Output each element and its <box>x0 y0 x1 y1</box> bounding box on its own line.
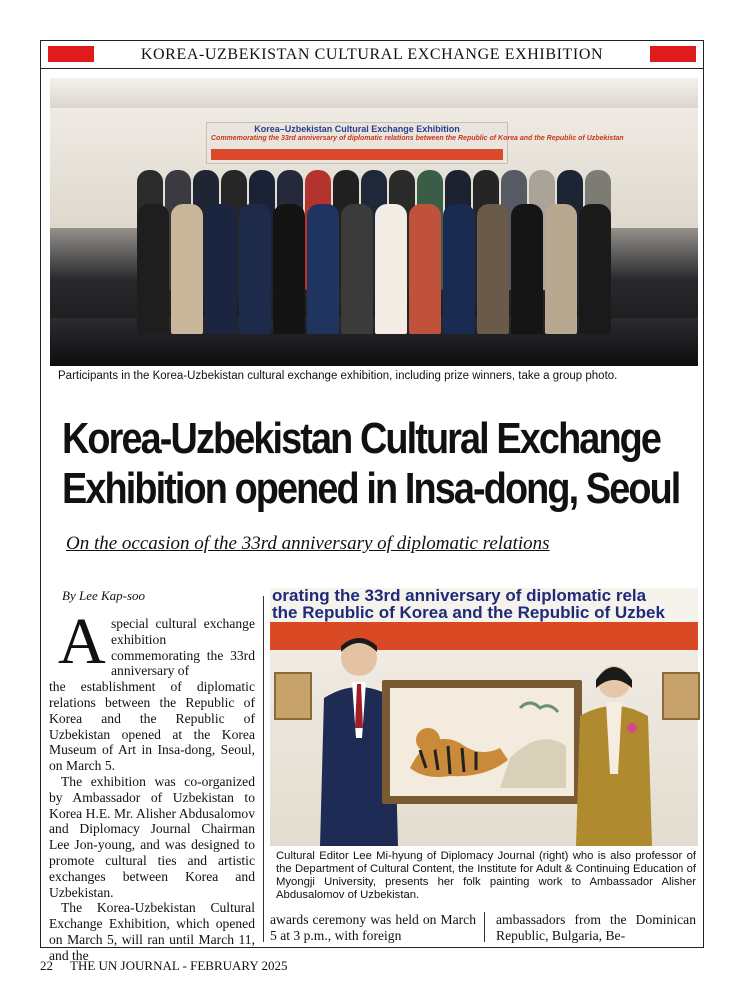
presentation-banner-line-2: the Republic of Korea and the Republic of Uzbek <box>272 603 665 622</box>
folk-painting-frame <box>382 680 582 804</box>
banner-title: Korea–Uzbekistan Cultural Exchange Exhibition <box>254 124 460 134</box>
column-divider-2 <box>484 912 485 942</box>
section-title: KOREA-UZBEKISTAN CULTURAL EXCHANGE EXHIBITION <box>140 46 604 63</box>
byline: By Lee Kap-soo <box>62 588 146 603</box>
paragraph-3: The Korea-Uzbekistan Cultural Exchange Exhibition, which opened on March 5, will ran until March 11, and the <box>49 900 255 963</box>
subheadline: On the occasion of the 33rd anniversary of diplomatic relations <box>66 533 550 554</box>
headline-line-2: Exhibition opened in Insa-dong, Seoul <box>62 464 680 513</box>
article-column-1 <box>49 616 255 964</box>
crowd-front-row <box>50 204 698 334</box>
paragraph-lead: special cultural exchange exhibition commemorating the 33rd anniversary of <box>111 616 255 679</box>
article-column-3: ambassadors from the Dominican Republic, Bulgaria, Be- <box>496 912 696 943</box>
group-photo-caption: Participants in the Korea-Uzbekistan cultural exchange exhibition, including prize winners, take a group photo. <box>58 370 618 382</box>
publication-name: THE UN JOURNAL - FEBRUARY 2025 <box>70 958 288 973</box>
header-rule <box>40 68 704 69</box>
column-divider <box>263 596 264 942</box>
paragraph-2: The exhibition was co-organized by Ambassador of Uzbekistan to Korea H.E. Mr. Alisher Abdusalomov and Diplomacy Journal Chairman Lee Jon-young, and was designed to promote cultural ties and artistic exchanges between Korea and Uzbekistan. <box>49 773 255 900</box>
header-accent-right <box>650 46 696 62</box>
header-accent-left <box>48 46 94 62</box>
wall-painting-right <box>662 672 700 720</box>
exhibition-banner <box>206 122 624 164</box>
page-number: 22 <box>40 958 53 973</box>
group-photo <box>50 78 698 366</box>
wall-painting-left <box>274 672 312 720</box>
section-header <box>48 44 696 66</box>
presentation-photo <box>270 588 698 846</box>
paragraph-1: the establishment of diplomatic relations between the Republic of Korea and the Republic of Uzbekistan opened at the Korea Museum of Art in Insa-dong, Seoul, on March 5. <box>49 679 255 774</box>
presentation-banner-line-1: orating the 33rd anniversary of diplomatic rela <box>272 586 647 605</box>
article-column-2: awards ceremony was held on March 5 at 3 p.m., with foreign <box>270 912 476 943</box>
editor-figure <box>574 654 654 846</box>
presentation-photo-caption: Cultural Editor Lee Mi-hyung of Diplomacy Journal (right) who is also professor of the Department of Cultural Content, the Institute for Adult & Continuing Education of Myongji University, presents her folk painting work to Ambassador Alisher Abdusalomov of Uzbekistan. <box>276 850 696 901</box>
tiger-painting <box>390 688 574 796</box>
headline <box>62 414 680 514</box>
page-footer <box>40 958 288 974</box>
drop-cap: A <box>58 605 106 678</box>
headline-line-1: Korea-Uzbekistan Cultural Exchange <box>62 414 661 463</box>
banner-subtitle: Commemorating the 33rd anniversary of diplomatic relations between the Republic of Korea and the Republic of Uzbekistan <box>211 135 624 142</box>
